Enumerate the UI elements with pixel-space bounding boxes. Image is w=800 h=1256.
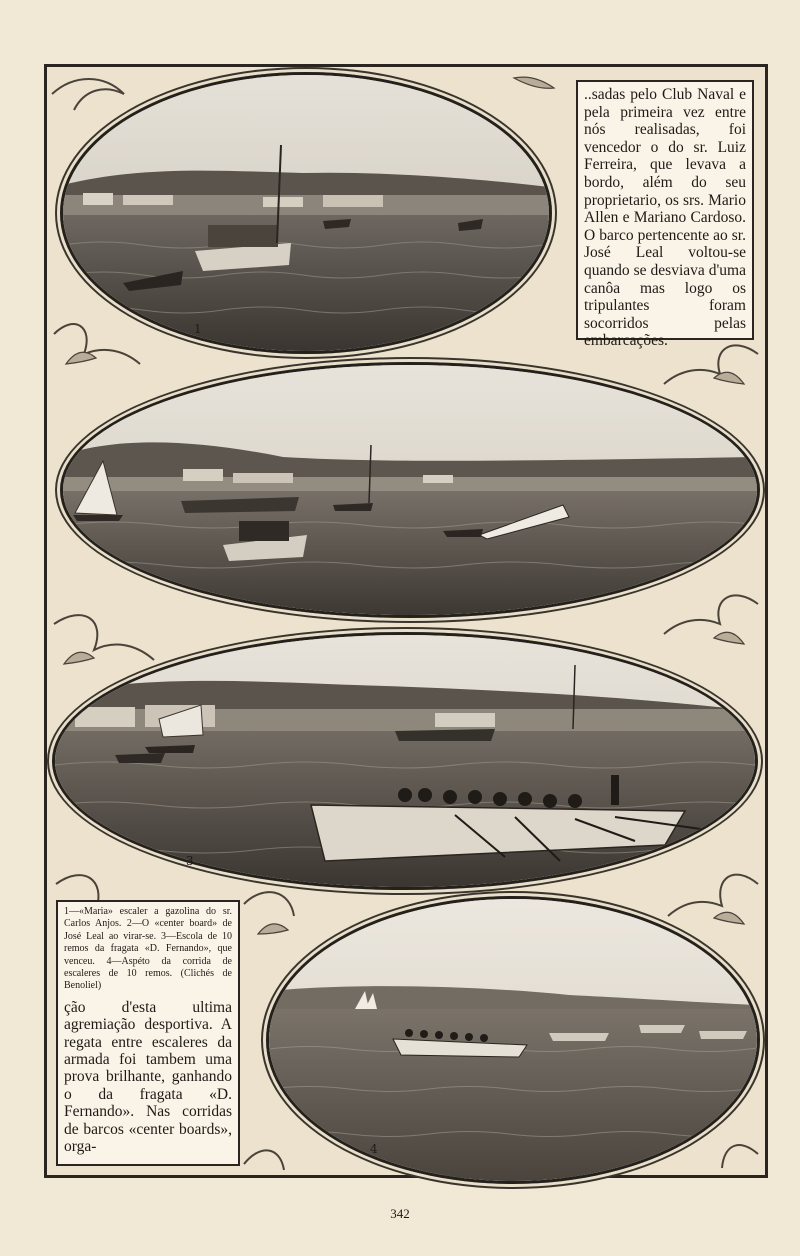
article-paragraph-bottom: ção d'esta ultima agremiação desportiva. A regata entre escaleres da armada foi tambem uma prova brilhante, ganhando o da fragata «D. Fernando». Nas corridas de barcos «center boards», orga- (64, 998, 232, 1156)
photo-motorboat-maria (60, 72, 552, 354)
photo-number-4: 4 (370, 1142, 378, 1156)
photo-caption: 1—«Maria» escaler a gazolina do sr. Carlos Anjos. 2—O «center board» de José Leal ao virar-se. 3—Escola de 10 remos da fragata «D. Fernando», que venceu. 4—Aspéto da corrida de escaleres de 10 remos. (Clichés de Benoliel) (64, 906, 232, 992)
photo-number-3: 3 (186, 854, 194, 868)
article-text-bottom (56, 900, 240, 1166)
photo-number-1: 1 (194, 322, 202, 336)
page-number: 342 (390, 1206, 410, 1221)
photo-rowing-race (266, 896, 760, 1184)
article-text-top (576, 80, 754, 350)
photo-ten-oar-boat (52, 632, 758, 890)
article-paragraph-top: ..sadas pelo Club Naval e pela primeira vez entre nós realisadas, foi vencedor o do sr. Luiz Ferreira, que levava a bordo, além do seu proprietario, os srs. Mario Allen e Mariano Cardoso. O barco pertencente ao sr. José Leal voltou-se quando se desviava d'uma canôa mas logo os tripulantes foram socorridos pelas embarcações. (584, 86, 746, 350)
photo-center-board-capsizing (60, 362, 760, 618)
